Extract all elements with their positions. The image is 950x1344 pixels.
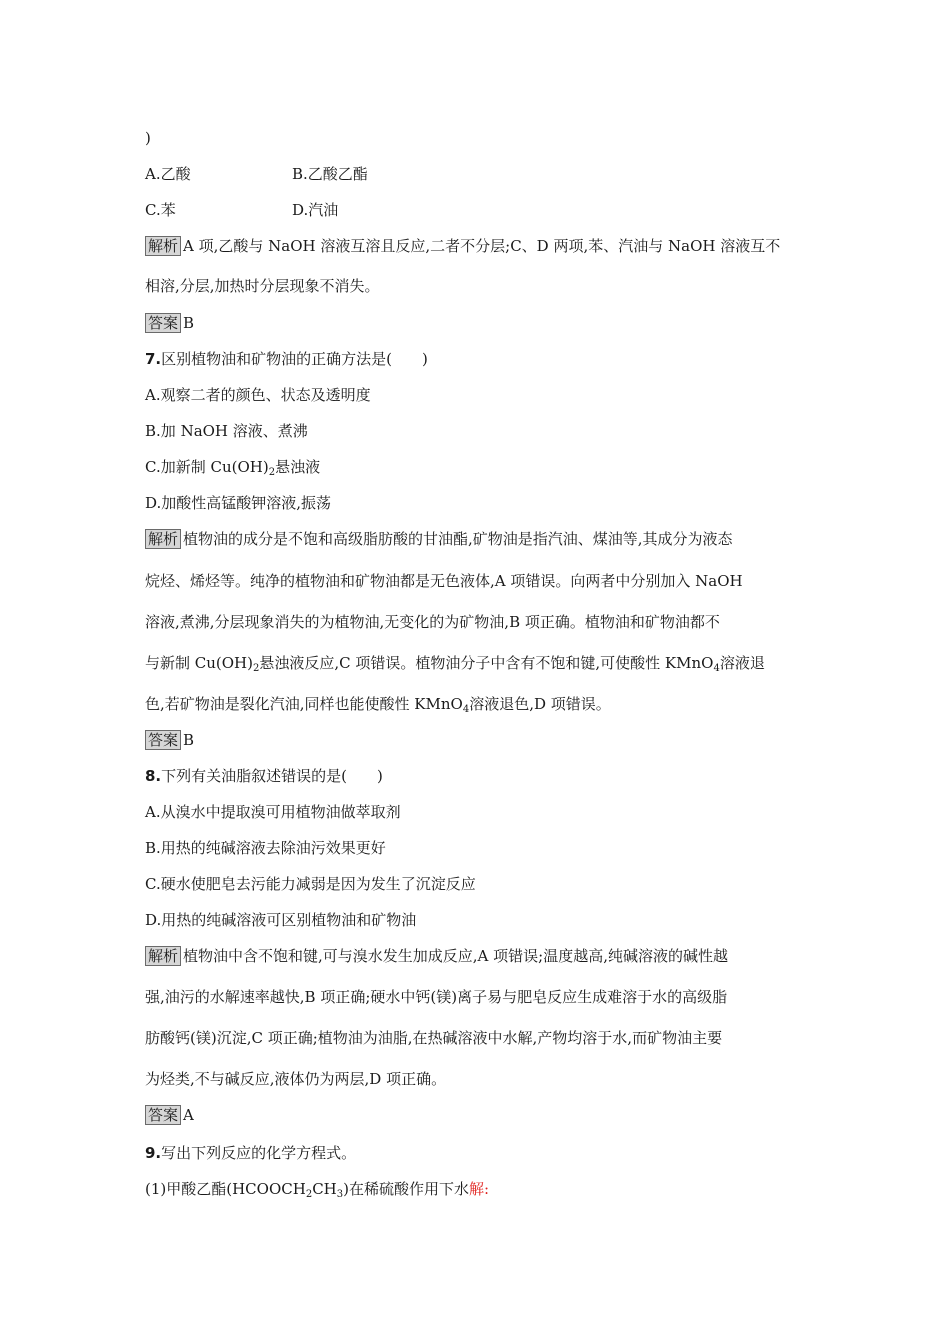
q6-option-c: C.苯 — [145, 201, 176, 219]
analysis-tag: 解析 — [145, 529, 181, 549]
answer-tag: 答案 — [145, 1105, 181, 1125]
q7-analysis-line-5: 色,若矿物油是裂化汽油,同样也能使酸性 KMnO$_4$溶液退色,D 项错误。 — [145, 695, 611, 715]
q7-analysis-line-4: 与新制 $Cu(OH)_2$悬浊液反应,C 项错误。植物油分子中含有不饱和键,可使酸性 KMnO$_4$溶液退 — [145, 654, 765, 674]
q8-option-a: A.从溴水中提取溴可用植物油做萃取剂 — [145, 803, 401, 821]
q7-option-d: D.加酸性高锰酸钾溶液,振荡 — [145, 494, 332, 512]
q6-options-row-2 — [145, 200, 810, 220]
q7-analysis-line-2: 烷烃、烯烃等。纯净的植物油和矿物油都是无色液体,A 项错误。向两者中分别加入 NaOH — [145, 572, 743, 590]
red-text: 解: — [468, 1180, 490, 1198]
analysis-tag: 解析 — [145, 236, 181, 256]
q8-stem: 8.下列有关油脂叙述错误的是( ) — [145, 767, 383, 785]
bracket-close: ) — [145, 129, 151, 147]
question-number: 7. — [145, 350, 162, 368]
q6-option-a: A.乙酸 — [145, 165, 191, 183]
q6-analysis-line-1: 解析 A 项,乙酸与 NaOH 溶液互溶且反应,二者不分层;C、D 两项,苯、汽油与 NaOH 溶液互不 — [145, 236, 780, 256]
q7-answer: 答案 B — [145, 730, 194, 750]
q6-answer: 答案 B — [145, 313, 194, 333]
q9-subquestion-1: (1)甲酸乙酯$(HCOOCH_2CH_3)$在稀硫酸作用下水解: — [145, 1180, 490, 1200]
q7-option-b: B.加 NaOH 溶液、煮沸 — [145, 422, 308, 440]
analysis-tag: 解析 — [145, 946, 181, 966]
q7-analysis-line-3: 溶液,煮沸,分层现象消失的为植物油,无变化的为矿物油,B 项正确。植物油和矿物油都不 — [145, 613, 720, 631]
q7-analysis-line-1: 解析 植物油的成分是不饱和高级脂肪酸的甘油酯,矿物油是指汽油、煤油等,其成分为液态 — [145, 529, 733, 549]
question-number: 9. — [145, 1144, 162, 1162]
answer-tag: 答案 — [145, 730, 181, 750]
q6-options-row-1 — [145, 164, 810, 184]
q8-analysis-line-4: 为烃类,不与碱反应,液体仍为两层,D 项正确。 — [145, 1070, 447, 1088]
q7-option-a: A.观察二者的颜色、状态及透明度 — [145, 386, 371, 404]
q9-stem: 9.写出下列反应的化学方程式。 — [145, 1144, 357, 1162]
q7-option-c: C.加新制 $Cu(OH)_2$悬浊液 — [145, 458, 321, 478]
q8-option-d: D.用热的纯碱溶液可区别植物油和矿物油 — [145, 911, 417, 929]
q8-analysis-line-3: 肪酸钙(镁)沉淀,C 项正确;植物油为油脂,在热碱溶液中水解,产物均溶于水,而矿物油主要 — [145, 1029, 723, 1047]
q8-answer: 答案 A — [145, 1105, 194, 1125]
q6-option-d: D.汽油 — [292, 201, 339, 219]
q6-analysis-line-2: 相溶,分层,加热时分层现象不消失。 — [145, 277, 380, 295]
q8-analysis-line-1: 解析 植物油中含不饱和键,可与溴水发生加成反应,A 项错误;温度越高,纯碱溶液的碱性越 — [145, 946, 728, 966]
question-number: 8. — [145, 767, 162, 785]
q6-option-b: B.乙酸乙酯 — [292, 165, 368, 183]
q7-stem: 7.区别植物油和矿物油的正确方法是( ) — [145, 350, 428, 368]
answer-tag: 答案 — [145, 313, 181, 333]
q8-option-b: B.用热的纯碱溶液去除油污效果更好 — [145, 839, 386, 857]
q8-analysis-line-2: 强,油污的水解速率越快,B 项正确;硬水中钙(镁)离子易与肥皂反应生成难溶于水的高级脂 — [145, 988, 728, 1006]
q8-option-c: C.硬水使肥皂去污能力减弱是因为发生了沉淀反应 — [145, 875, 476, 893]
